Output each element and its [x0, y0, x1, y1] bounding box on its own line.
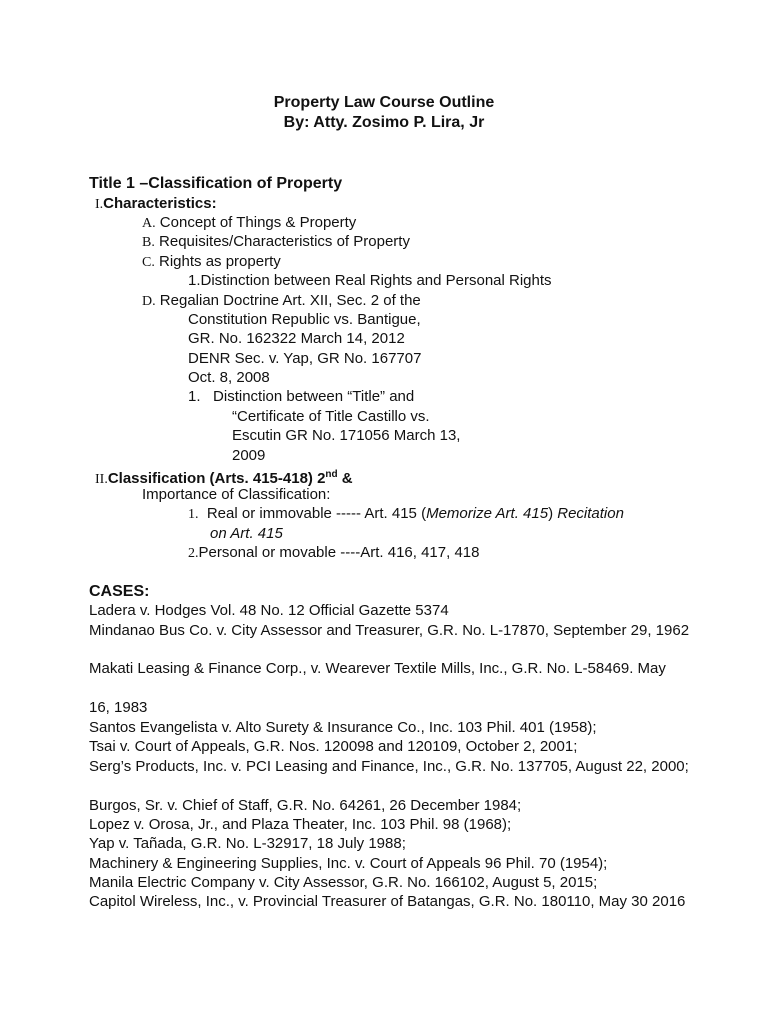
item-text: Regalian Doctrine Art. XII, Sec. 2 of the: [159, 292, 421, 309]
case-entry: Manila Electric Company v. City Assessor, G.R. No. 166102, August 5, 2015;: [89, 874, 598, 891]
item-d-line: Oct. 8, 2008: [188, 369, 270, 386]
item-italic: Memorize Art. 415: [426, 505, 549, 522]
item-marker: 1.: [188, 507, 199, 522]
document-title: Property Law Course Outline: [273, 94, 495, 111]
case-entry: Machinery & Engineering Supplies, Inc. v. Court of Appeals 96 Phil. 70 (1954);: [89, 855, 608, 872]
item-d-1-line: Escutin GR No. 171056 March 13,: [232, 427, 461, 444]
case-entry: Santos Evangelista v. Alto Surety & Insurance Co., Inc. 103 Phil. 401 (1958);: [89, 719, 597, 736]
case-entry: Ladera v. Hodges Vol. 48 No. 12 Official Gazette 5374: [89, 602, 449, 619]
item-text: Real or immovable ----- Art. 415 (: [206, 505, 427, 522]
document-author: By: Atty. Zosimo P. Lira, Jr: [283, 114, 485, 131]
outline-item-b: [142, 232, 410, 252]
item-d-line: Constitution Republic vs. Bantigue,: [188, 311, 421, 328]
case-entry: Yap v. Tañada, G.R. No. L-32917, 18 July 1988;: [89, 835, 406, 852]
case-entry: 16, 1983: [89, 699, 148, 716]
item-marker: 1.: [188, 388, 201, 405]
section2-after: &: [337, 470, 353, 487]
item-marker: 2.: [188, 546, 199, 561]
outline-item-d-1: [188, 387, 414, 406]
item-marker: C.: [142, 255, 155, 270]
outline-item-d: [142, 291, 421, 311]
section2-item-1-cont: on Art. 415: [210, 525, 283, 542]
item-d-line: GR. No. 162322 March 14, 2012: [188, 330, 405, 347]
case-entry: Burgos, Sr. v. Chief of Staff, G.R. No. 64261, 26 December 1984;: [89, 797, 522, 814]
item-d-line: DENR Sec. v. Yap, GR No. 167707: [188, 350, 422, 367]
section1-marker: I.: [95, 197, 104, 212]
section2-marker: II.: [95, 472, 108, 487]
item-text: Concept of Things & Property: [159, 214, 357, 231]
section2-item-1: [188, 504, 624, 524]
item-text: Requisites/Characteristics of Property: [159, 233, 410, 250]
item-marker: B.: [142, 235, 155, 250]
item-d-1-line: “Certificate of Title Castillo vs.: [232, 408, 430, 425]
item-text: Rights as property: [159, 253, 281, 270]
section1-label: Characteristics:: [103, 195, 217, 212]
item-text: Distinction between “Title” and: [213, 388, 415, 405]
cases-heading: CASES:: [89, 583, 150, 600]
item-d-1-line: 2009: [232, 447, 266, 464]
case-entry: Mindanao Bus Co. v. City Assessor and Treasurer, G.R. No. L-17870, September 29, 1962: [89, 622, 690, 639]
case-entry: Makati Leasing & Finance Corp., v. Wearever Textile Mills, Inc., G.R. No. L-58469. May: [89, 660, 666, 677]
case-entry: Capitol Wireless, Inc., v. Provincial Treasurer of Batangas, G.R. No. 180110, May 30 2016: [89, 893, 686, 910]
section2-item-2: [188, 543, 479, 563]
section1-heading: [95, 194, 217, 214]
item-text: Personal or movable ----Art. 416, 417, 418: [198, 544, 480, 561]
outline-item-c-1: [188, 271, 552, 290]
case-entry: Tsai v. Court of Appeals, G.R. Nos. 120098 and 120109, October 2, 2001;: [89, 738, 578, 755]
outline-item-a: [142, 213, 356, 233]
item-text: ): [548, 505, 558, 522]
section2-label: Classification (Arts. 415-418) 2: [107, 470, 326, 487]
item-marker: D.: [142, 294, 156, 309]
item-italic: Recitation: [557, 505, 624, 522]
item-text: Distinction between Real Rights and Personal Rights: [200, 272, 552, 289]
case-entry: Lopez v. Orosa, Jr., and Plaza Theater, Inc. 103 Phil. 98 (1968);: [89, 816, 512, 833]
item-marker: 1.: [188, 272, 201, 289]
outline-item-c: [142, 252, 281, 272]
item-marker: A.: [142, 216, 156, 231]
case-entry: Serg’s Products, Inc. v. PCI Leasing and Finance, Inc., G.R. No. 137705, August 22, 2000;: [89, 758, 689, 775]
section2-subheading: Importance of Classification:: [142, 486, 331, 503]
section2-sup: nd: [325, 469, 338, 480]
title1-heading: Title 1 –Classification of Property: [89, 175, 343, 192]
